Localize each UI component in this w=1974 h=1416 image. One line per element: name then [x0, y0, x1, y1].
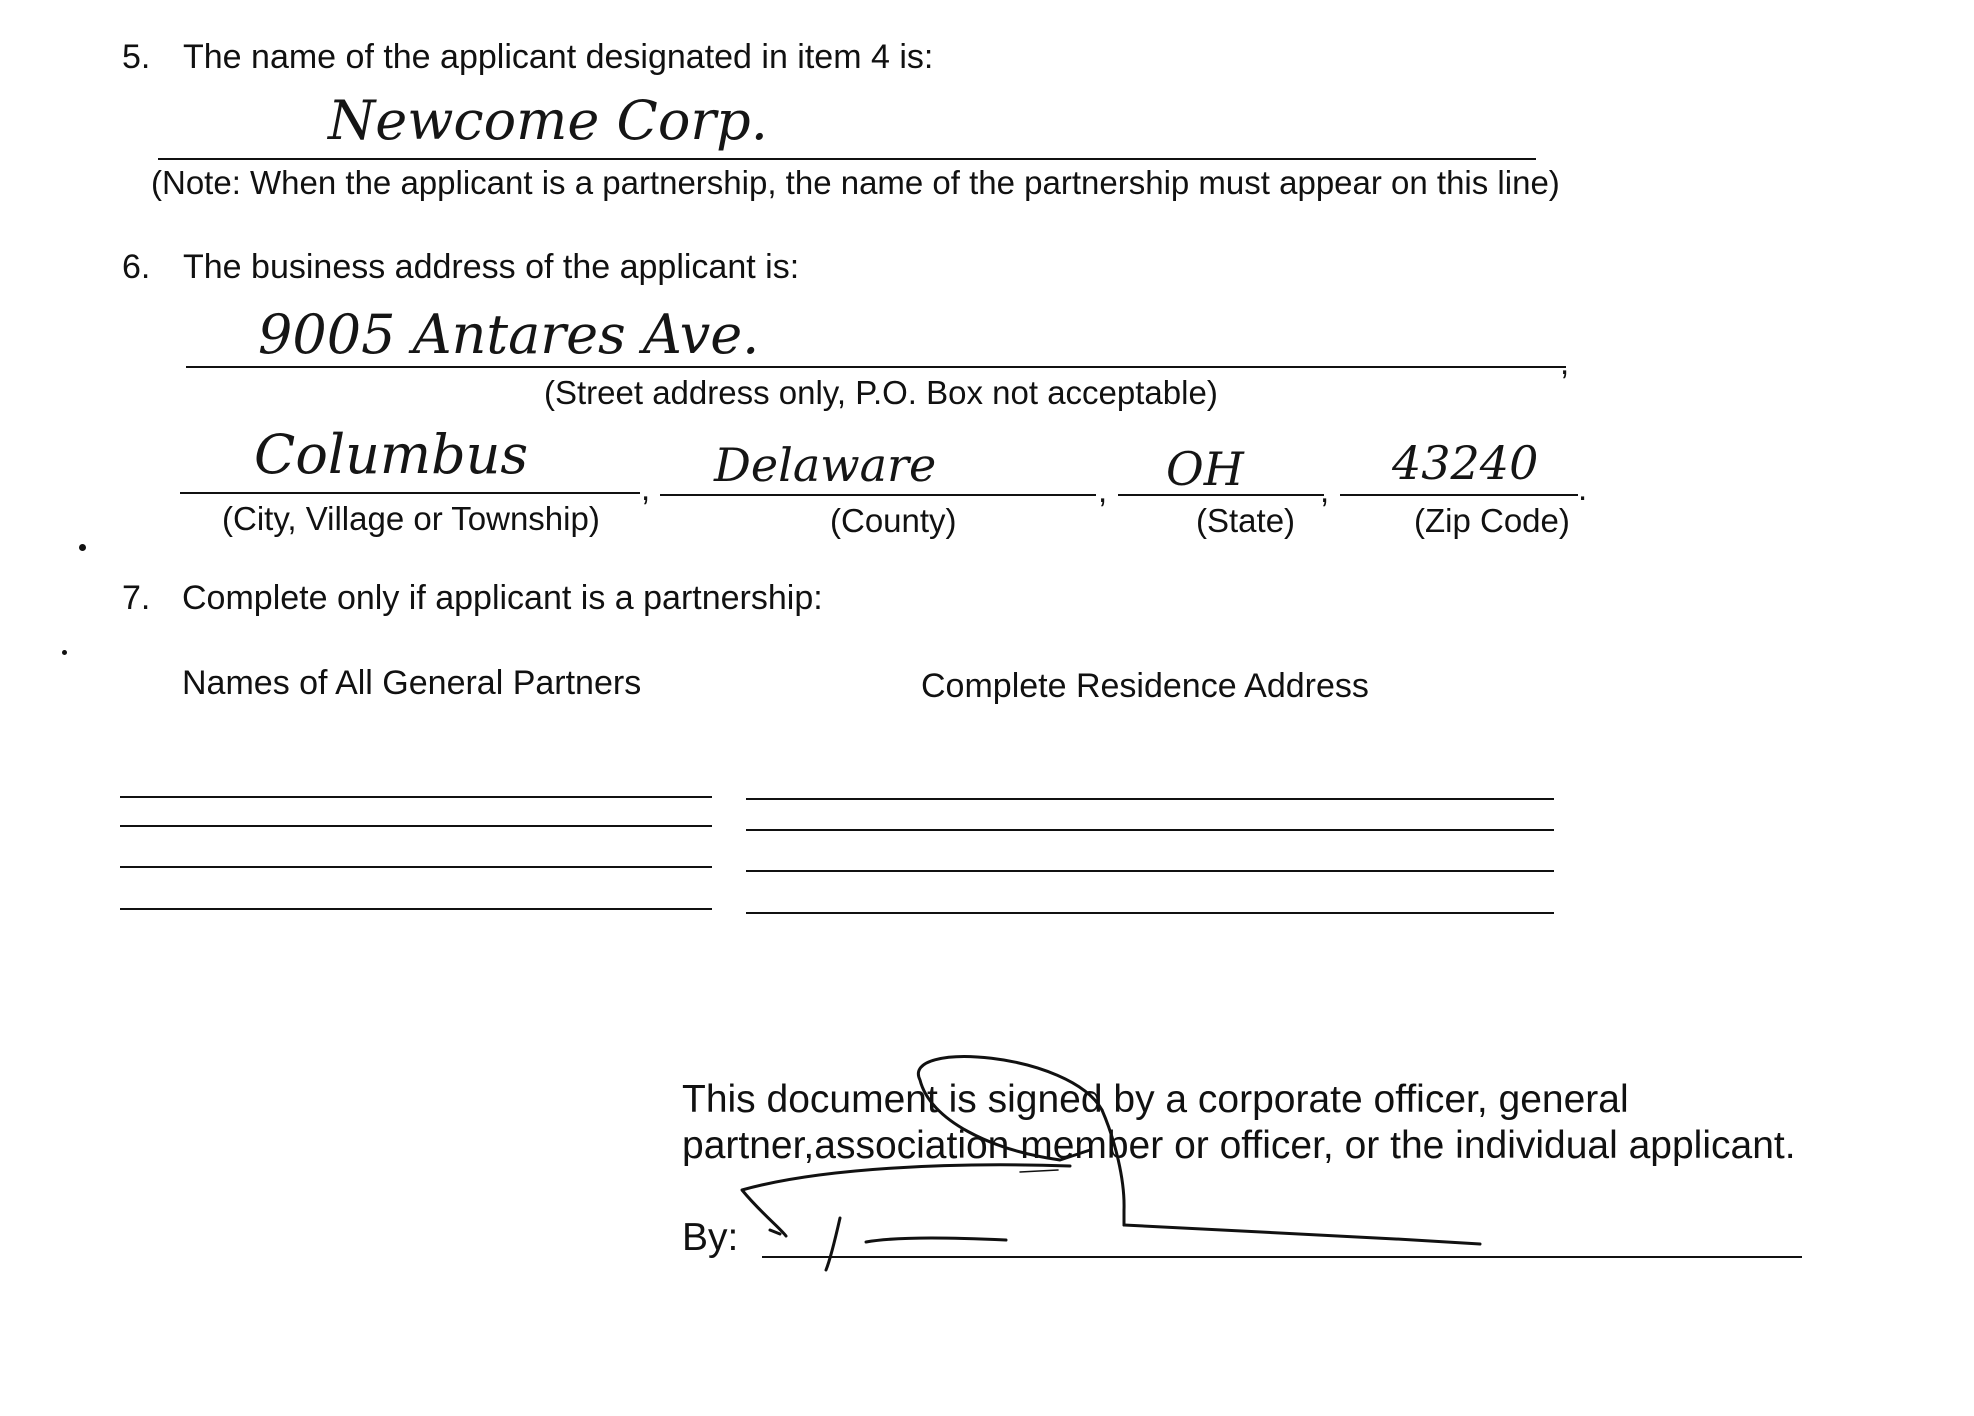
- applicant-name-underline: [158, 158, 1536, 160]
- item7-number: 7.: [122, 579, 151, 617]
- partner-name-field[interactable]: [120, 766, 712, 798]
- street-comma: ,: [1560, 344, 1570, 381]
- scan-speck: [79, 544, 86, 551]
- partner-name-field[interactable]: [120, 878, 712, 910]
- partner-address-field[interactable]: [746, 799, 1554, 831]
- signature-line[interactable]: [762, 1256, 1802, 1258]
- city-field[interactable]: Columbus: [254, 423, 529, 486]
- county-comma: ,: [1098, 472, 1108, 509]
- partner-name-field[interactable]: [120, 836, 712, 868]
- applicant-name-field[interactable]: Newcome Corp.: [328, 89, 768, 152]
- county-caption: (County): [830, 502, 957, 539]
- zip-caption: (Zip Code): [1414, 502, 1570, 539]
- street-caption: (Street address only, P.O. Box not acceptable): [544, 374, 1218, 411]
- signature-statement-line1: This document is signed by a corporate officer, general: [682, 1078, 1629, 1121]
- city-caption: (City, Village or Township): [222, 500, 600, 537]
- item5-number: 5.: [122, 38, 151, 76]
- state-comma: ,: [1320, 472, 1330, 509]
- county-underline: [660, 494, 1096, 496]
- street-address-field[interactable]: 9005 Antares Ave.: [258, 303, 760, 366]
- item6-number: 6.: [122, 248, 151, 286]
- partner-address-field[interactable]: [746, 840, 1554, 872]
- partner-name-field[interactable]: [120, 795, 712, 827]
- state-caption: (State): [1196, 502, 1296, 539]
- partner-address-field[interactable]: [746, 882, 1554, 914]
- col-header-address: Complete Residence Address: [921, 667, 1369, 705]
- county-field[interactable]: Delaware: [714, 438, 937, 492]
- zip-field[interactable]: 43240: [1392, 436, 1539, 490]
- partner-address-field[interactable]: [746, 768, 1554, 800]
- signature-statement-line2: partner,association member or officer, or the individual applicant.: [682, 1124, 1796, 1167]
- scan-speck: [62, 650, 67, 655]
- state-underline: [1118, 494, 1324, 496]
- city-comma: ,: [641, 470, 651, 507]
- col-header-names: Names of All General Partners: [182, 664, 642, 702]
- zip-period: .: [1578, 470, 1588, 507]
- zip-underline: [1340, 494, 1578, 496]
- item5-label: The name of the applicant designated in item 4 is:: [183, 38, 934, 76]
- item6-label: The business address of the applicant is:: [183, 248, 800, 286]
- state-field[interactable]: OH: [1166, 442, 1244, 496]
- item7-label: Complete only if applicant is a partnership:: [182, 579, 823, 617]
- item5-note: (Note: When the applicant is a partnership, the name of the partnership must appear on this line): [151, 164, 1560, 201]
- by-label: By:: [682, 1216, 739, 1259]
- street-address-underline: [186, 366, 1566, 368]
- city-underline: [180, 492, 640, 494]
